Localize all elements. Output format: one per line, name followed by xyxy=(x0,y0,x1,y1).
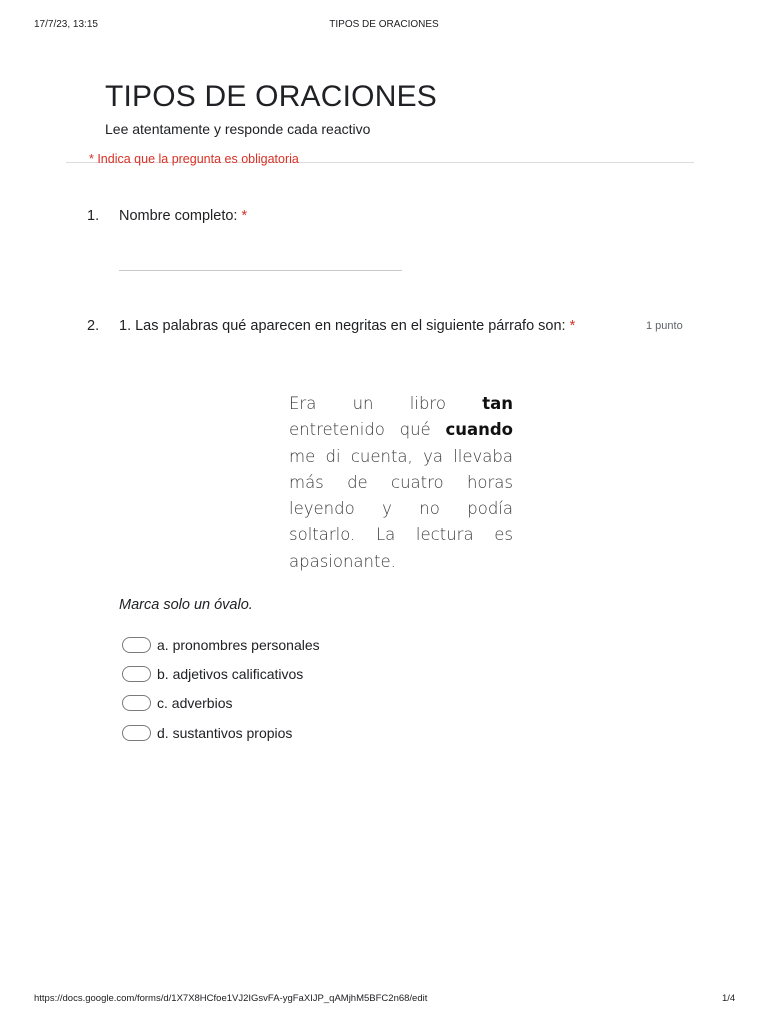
question-number: 2. xyxy=(87,318,100,334)
print-page-number: 1/4 xyxy=(722,993,736,1004)
option-label: a. pronombres personales xyxy=(157,637,320,653)
bold-word: tan xyxy=(482,394,513,413)
print-datetime: 17/7/23, 13:15 xyxy=(34,19,98,30)
required-asterisk: * xyxy=(569,318,576,334)
passage-image xyxy=(289,391,513,575)
passage-text: Era un libro xyxy=(289,394,483,413)
print-footer-url: https://docs.google.com/forms/d/1X7X8HCfoe1VJ2IGsvFA-ygFaXIJP_qAMjhM5BFC2n68/edit xyxy=(34,993,428,1004)
form-description: Lee atentamente y responde cada reactivo xyxy=(105,121,371,137)
radio-oval[interactable] xyxy=(122,637,151,653)
name-answer-field[interactable] xyxy=(119,270,402,271)
question-title xyxy=(119,318,575,334)
option-label: b. adjetivos calificativos xyxy=(157,666,304,682)
form-title: TIPOS DE ORACIONES xyxy=(105,80,437,113)
option-label: c. adverbios xyxy=(157,695,233,711)
required-asterisk: * xyxy=(241,208,248,224)
question-points: 1 punto xyxy=(646,320,683,332)
option-label: d. sustantivos propios xyxy=(157,725,293,741)
passage-text: me di cuenta, ya llevaba más de cuatro horas leyendo y no podía soltarlo. La lectura es apasionante. xyxy=(289,446,513,571)
required-note: * Indica que la pregunta es obligatoria xyxy=(89,152,299,166)
question-title xyxy=(119,208,247,224)
option-a[interactable] xyxy=(122,635,320,655)
option-d[interactable] xyxy=(122,723,292,743)
question-text: 1. Las palabras qué aparecen en negritas en el siguiente párrafo son: xyxy=(119,318,566,334)
passage-text: entretenido qué xyxy=(289,420,446,440)
question-instruction: Marca solo un óvalo. xyxy=(119,597,253,613)
radio-oval[interactable] xyxy=(122,725,151,741)
radio-oval[interactable] xyxy=(122,666,151,682)
radio-oval[interactable] xyxy=(122,695,151,711)
question-text: Nombre completo: xyxy=(119,208,238,224)
question-number: 1. xyxy=(87,208,100,224)
option-c[interactable] xyxy=(122,693,232,713)
print-header-title: TIPOS DE ORACIONES xyxy=(329,19,439,30)
bold-word: cuando xyxy=(445,420,513,440)
option-b[interactable] xyxy=(122,664,303,684)
